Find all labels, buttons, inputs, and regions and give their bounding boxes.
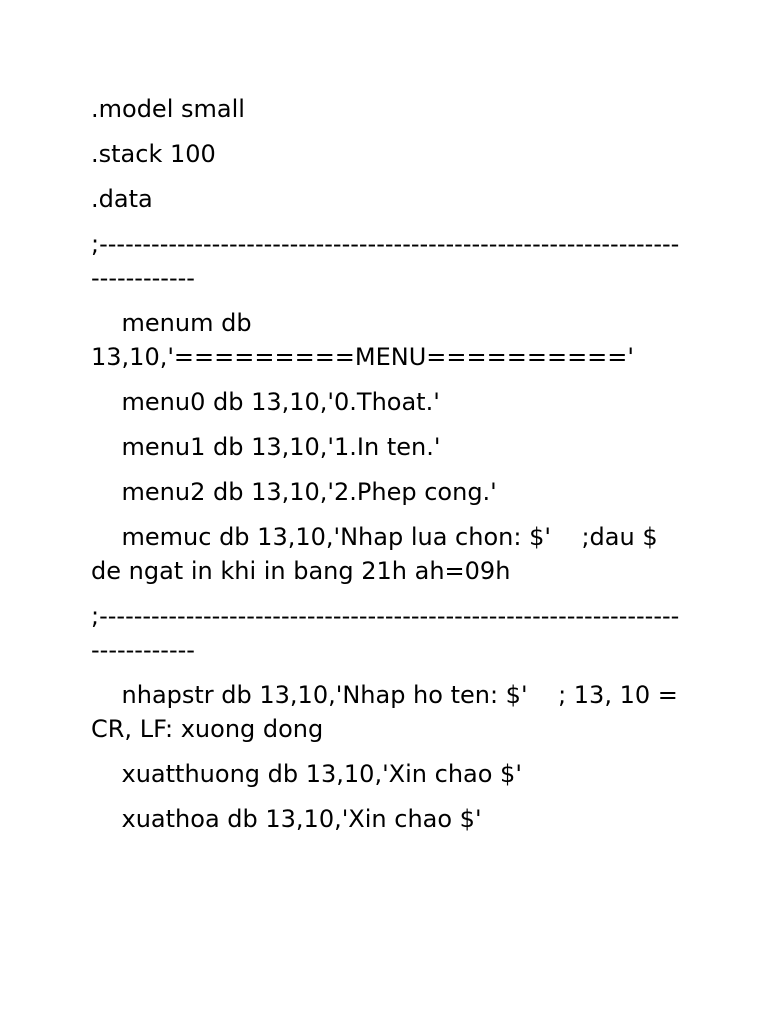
code-line-memuc: memuc db 13,10,'Nhap lua chon: $' ;dau $ de ngat in khi in bang 21h ah=09h (91, 523, 666, 585)
code-line-data: .data (91, 185, 153, 213)
code-line-xuatthuong: xuatthuong db 13,10,'Xin chao $' (91, 760, 522, 788)
code-line-menu1: menu1 db 13,10,'1.In ten.' (91, 433, 441, 461)
code-line-nhapstr: nhapstr db 13,10,'Nhap ho ten: $' ; 13, 10 = CR, LF: xuong dong (91, 681, 686, 743)
code-line-menum: menum db 13,10,'=========MENU==========' (91, 309, 634, 371)
code-block (91, 92, 691, 847)
separator-comment: ;------------------------------------------------------------------------------- (91, 230, 680, 292)
code-line-stack: .stack 100 (91, 140, 216, 168)
code-line-model: .model small (91, 95, 245, 123)
separator-comment: ;------------------------------------------------------------------------------- (91, 602, 680, 664)
code-line-menu0: menu0 db 13,10,'0.Thoat.' (91, 388, 440, 416)
code-line-menu2: menu2 db 13,10,'2.Phep cong.' (91, 478, 497, 506)
code-line-xuathoa: xuathoa db 13,10,'Xin chao $' (91, 805, 482, 833)
